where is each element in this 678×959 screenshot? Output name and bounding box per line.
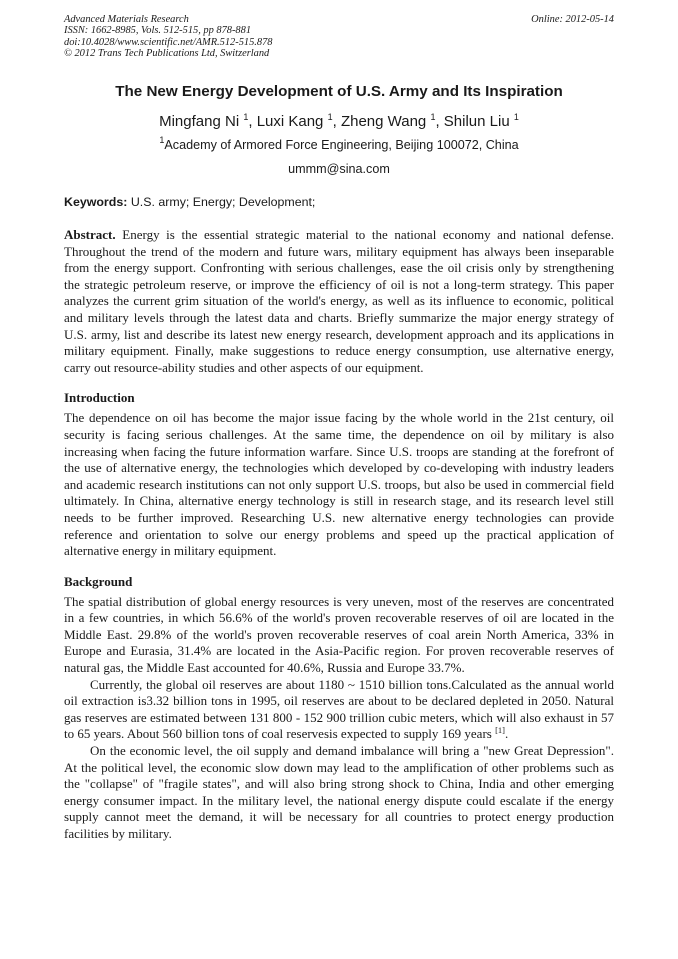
abstract-label: Abstract. [64,227,116,242]
section-heading-background: Background [64,573,133,589]
paper-title: The New Energy Development of U.S. Army and Its Inspiration [115,83,563,100]
keywords [64,194,614,210]
citation-ref[interactable]: [1] [495,725,506,736]
background-paragraph-2-text: Currently, the global oil reserves are about 1180 ~ 1510 billion tons.Calculated as the annual world oil extraction is3.32 billion tons in 1995, oil reserves are about to be declared depleted in 2050. Natural gas reserves are estimated between 131 800 - 152 900 trillion cubic meters, which will also exhaust in 57 to 65 years. About 560 billion tons of coal reservesis expected to supply 169 years [64,676,614,742]
author-name: Mingfang Ni [159,113,240,130]
author-affiliation-mark: 1 [243,112,249,122]
author-list: Mingfang Ni $^1$, Luxi Kang $^1$, Zheng Wang $^1$, Shilun Liu $^1$ [159,112,519,130]
paper-page [64,14,614,843]
copyright-line: © 2012 Trans Tech Publications Ltd, Switzerland [64,48,270,60]
author-name: Zheng Wang [340,113,427,130]
background-paragraph-1: The spatial distribution of global energy resources is very uneven, most of the reserves are concentrated in a few countries, in which 56.6% of the world's proven recoverable reserves of oil are located in the Middle East. 29.8% of the world's proven recoverable reserves of coal arein North America, 33% in Europe and Eurasia, 31.4% are located in the Asia-Pacific region. For proven recoverable reserves of natural gas, the Middle East accounted for 40.6%, Russia and Europe 33.7%. [64,593,614,676]
author-affiliation-mark: 1 [430,112,436,122]
keywords-text: U.S. army; Energy; Development; [130,195,316,209]
affiliation-text: Academy of Armored Force Engineering, Beijing 100072, China [164,138,519,152]
abstract-text: Energy is the essential strategic material to the national economy and national defense. Throughout the trend of the modern and future wars, military equipment has always been inseparable from the energy support. Confronting with serious challenges, ease the oil crisis only by strengthening the strategic petroleum reserve, or improve the efficiency of oil is not a long-term strategy. This paper analyzes the current grim situation of the world's energy, as well as its influence to economic, political and military levels through the latest data and charts. Briefly summarize the major energy strategy of U.S. army, list and describe its latest new energy research, development approach and its applications in military equipment. Finally, make suggestions to reduce energy consumption, use alternative energy, carry out resource-ability studies and other aspects of our equipment. [64,227,615,375]
online-date: Online: 2012-05-14 [531,14,614,25]
affiliation [64,137,614,153]
affiliation-mark: 1 [159,135,165,145]
introduction-paragraph: The dependence on oil has become the major issue facing by the whole world in the 21st century, oil security is facing serious challenges. At the same time, the dependence on oil by military is also increasing when facing the future information warfare. Since U.S. troops are standing at the forefront of the use of alternative energy, the technologies which developed by co-developing with industry leaders and academic research institutions can not only support U.S. troops, but also be used in commercial field ultimately. In China, alternative energy technology is still in research stage, and its research level still needs to be further improved. Researching U.S. new alternative energy technologies can provide reference and orientation to solve our energy problems and speed up the practical application of alternative energy in military equipment. [64,410,614,559]
journal-name: Advanced Materials Research [64,14,189,25]
keywords-label: Keywords: [64,195,128,209]
author-name: Shilun Liu [443,113,510,130]
background-paragraph-3: On the economic level, the oil supply and demand imbalance will bring a "new Great Depression". At the political level, the economic slow down may lead to the amplification of other problems such as the "collapse" of "fragile states", and will also bring strong shock to China, India and other emerging energy consumer impact. In the military level, the national energy dispute could escalate if the energy supply cannot meet the demand, it will be necessary for all countries to protect energy production facilities by military. [64,743,614,841]
journal-header [64,14,614,66]
background-paragraph-2-end: . [505,726,509,742]
author-name: Luxi Kang [256,113,324,130]
abstract [64,227,614,376]
background-paragraph-2 [64,677,614,743]
author-affiliation-mark: 1 [327,112,333,122]
author-email: ummm@sina.com [288,162,390,176]
author-affiliation-mark: 1 [513,112,519,122]
doi-line: doi:10.4028/www.scientific.net/AMR.512-515.878 [64,36,273,48]
issn-line: ISSN: 1662-8985, Vols. 512-515, pp 878-881 [64,25,252,37]
section-heading-introduction: Introduction [64,390,135,406]
